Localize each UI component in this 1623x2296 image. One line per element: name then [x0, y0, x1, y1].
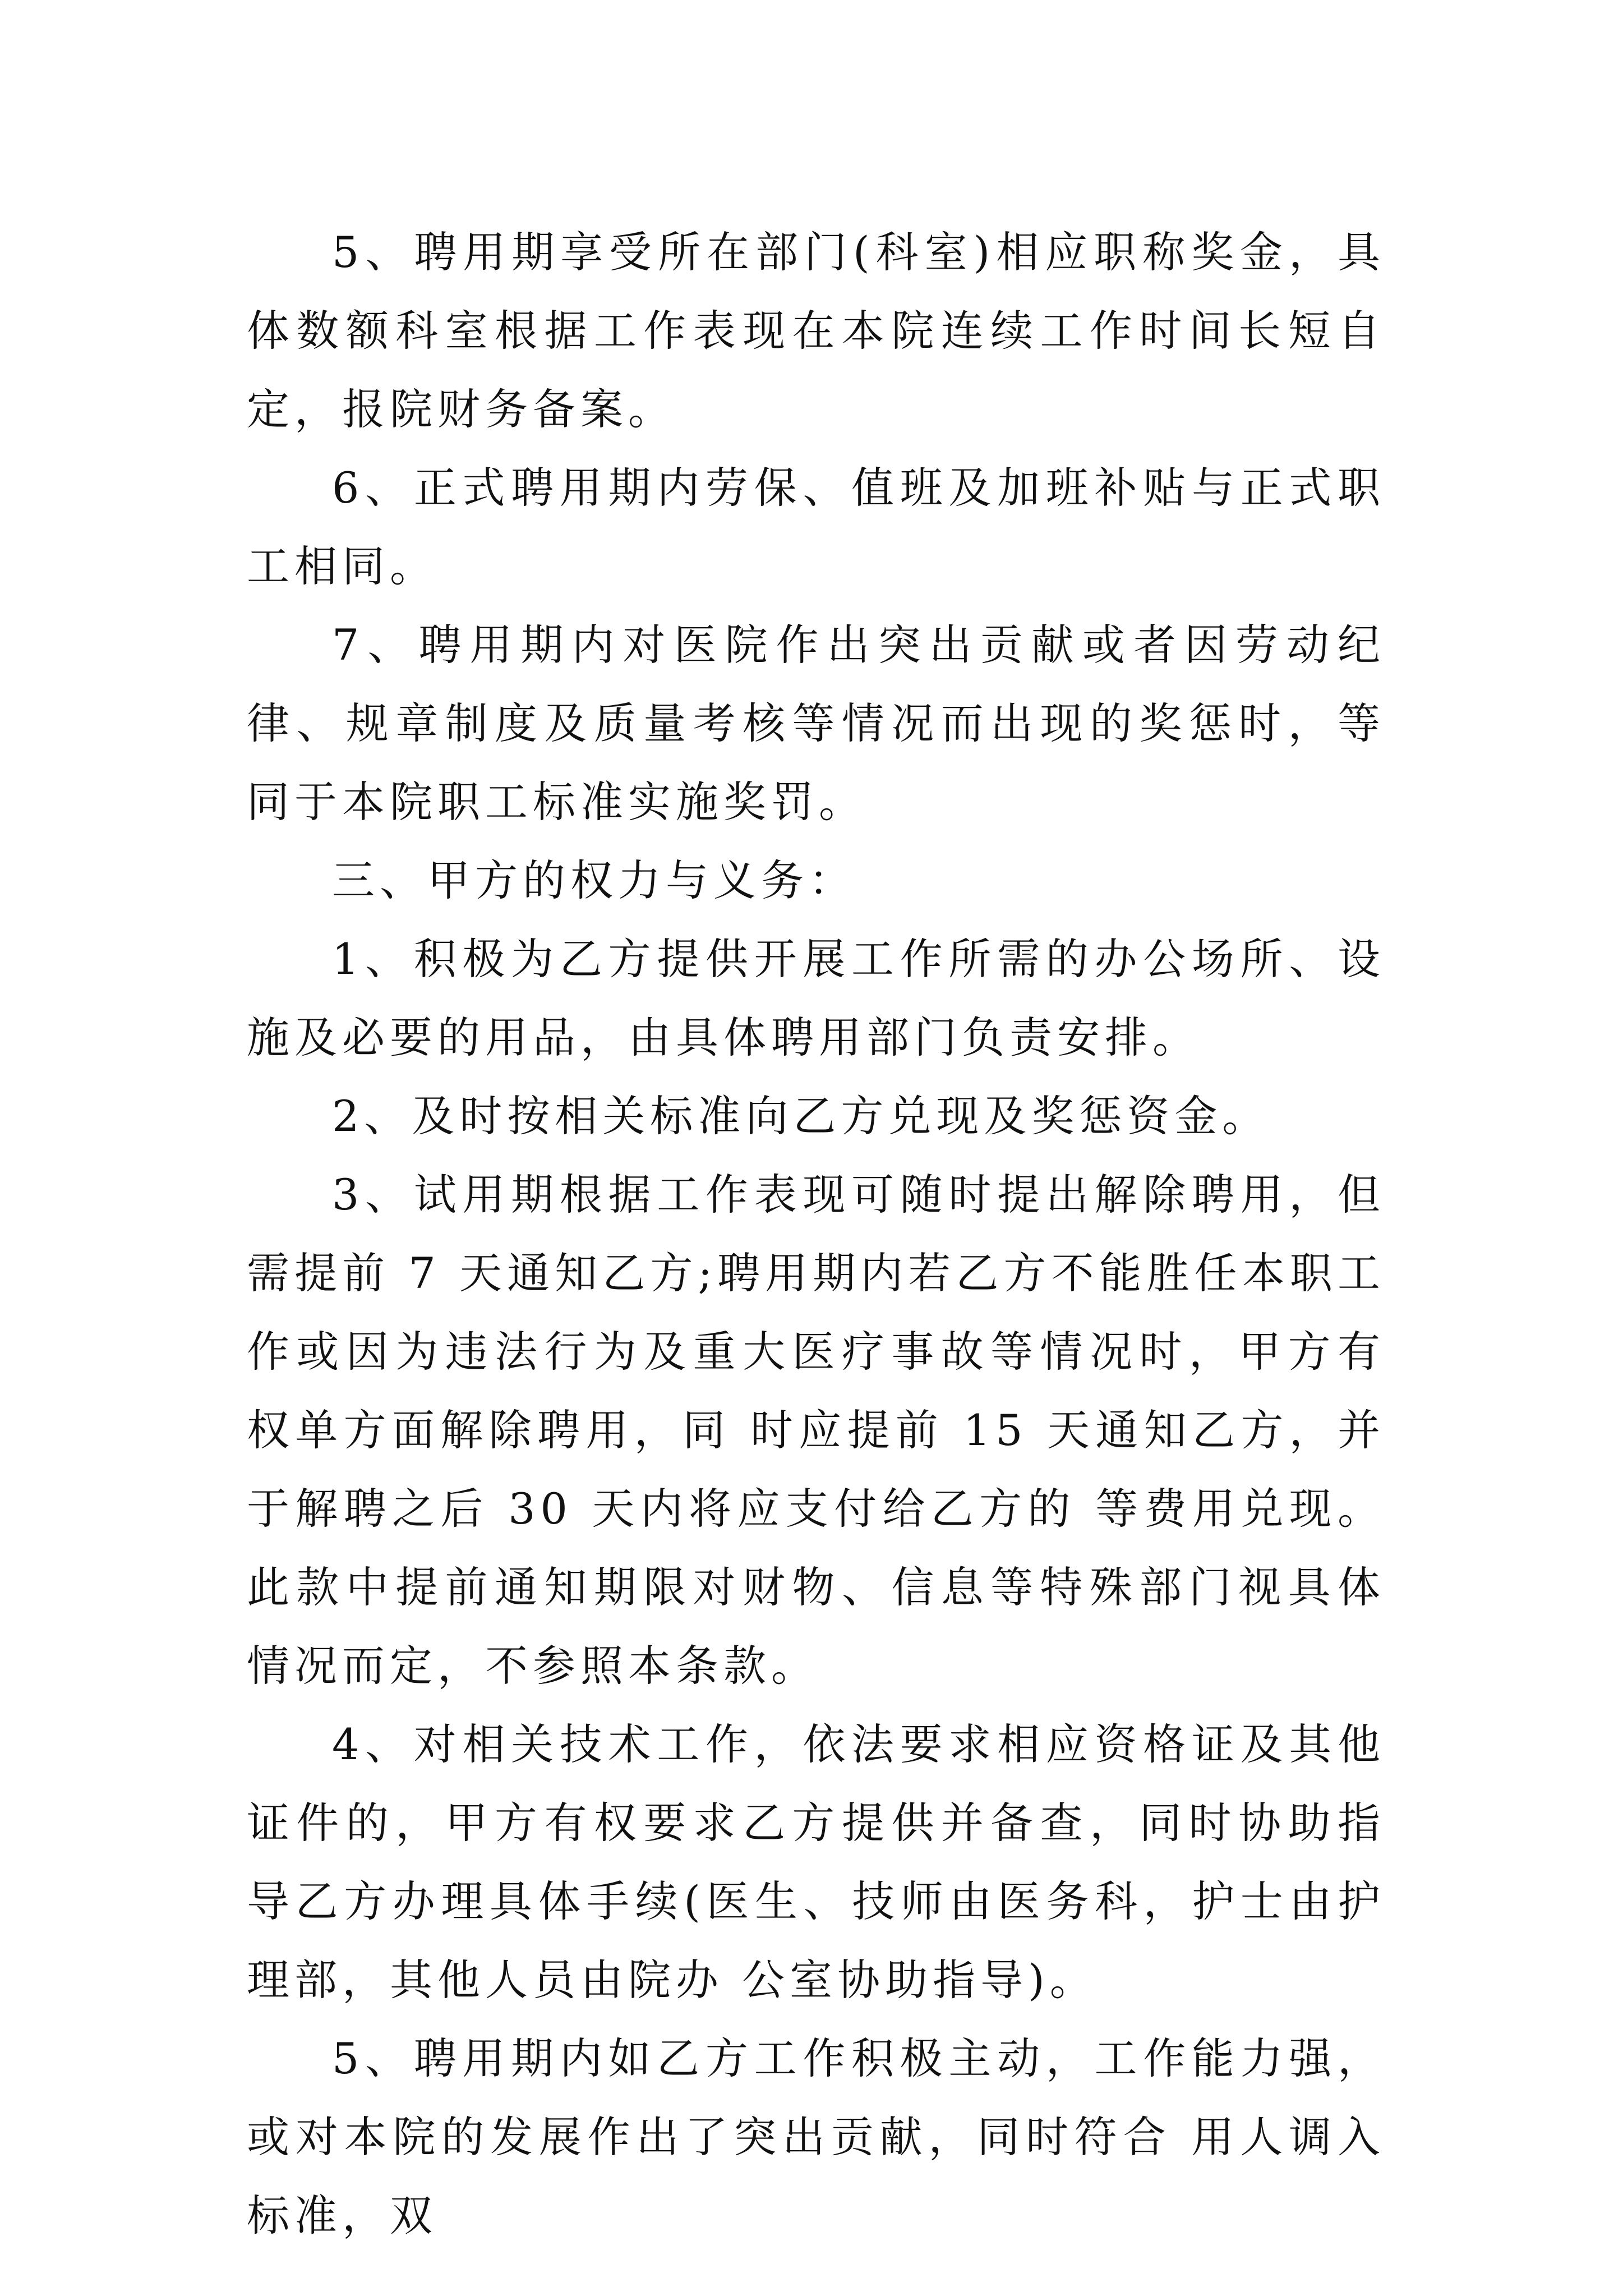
paragraph-clause-7-rewards: 7、聘用期内对医院作出突出贡献或者因劳动纪律、规章制度及质量考核等情况而出现的奖惩时，等同于本院职工标准实施奖罚。 [247, 620, 1385, 827]
paragraph-a-clause-1-facilities: 1、积极为乙方提供开展工作所需的办公场所、设施及必要的用品，由具体聘用部门负责安排。 [247, 934, 1385, 1062]
paragraph-a-clause-2-payment: 2、及时按相关标准向乙方兑现及奖惩资金。 [332, 1091, 1270, 1141]
paragraph-clause-6-allowance: 6、正式聘用期内劳保、值班及加班补贴与正式职工相同。 [247, 463, 1385, 591]
paragraph-a-clause-4-certificates: 4、对相关技术工作，依法要求相应资格证及其他证件的，甲方有权要求乙方提供并备查，同时协助指导乙方办理具体手续(医生、技师由医务科，护士由护理部，其他人员由院办 公室协助指导)。 [247, 1719, 1385, 2005]
paragraph-a-clause-5-transfer: 5、聘用期内如乙方工作积极主动，工作能力强，或对本院的发展作出了突出贡献，同时符合 用人调入标准，双 [247, 2033, 1385, 2240]
paragraph-clause-5-bonus: 5、聘用期享受所在部门(科室)相应职称奖金，具体数额科室根据工作表现在本院连续工作时间长短自定，报院财务备案。 [247, 227, 1385, 434]
paragraph-a-clause-3-termination: 3、试用期根据工作表现可随时提出解除聘用，但需提前 7 天通知乙方;聘用期内若乙方不能胜任本职工作或因为违法行为及重大医疗事故等情况时，甲方有权单方面解除聘用，同 时应提前 15 天通知乙方，并于解聘之后 30 天内将应支付给乙方的 等费用兑现。此款中提前通知期限对财物、信息等特殊部门视具体情况而定，不参照本条款。 [247, 1170, 1385, 1691]
section-heading-party-a-rights: 三、甲方的权力与义务： [332, 855, 856, 905]
document-body [247, 213, 1385, 2255]
